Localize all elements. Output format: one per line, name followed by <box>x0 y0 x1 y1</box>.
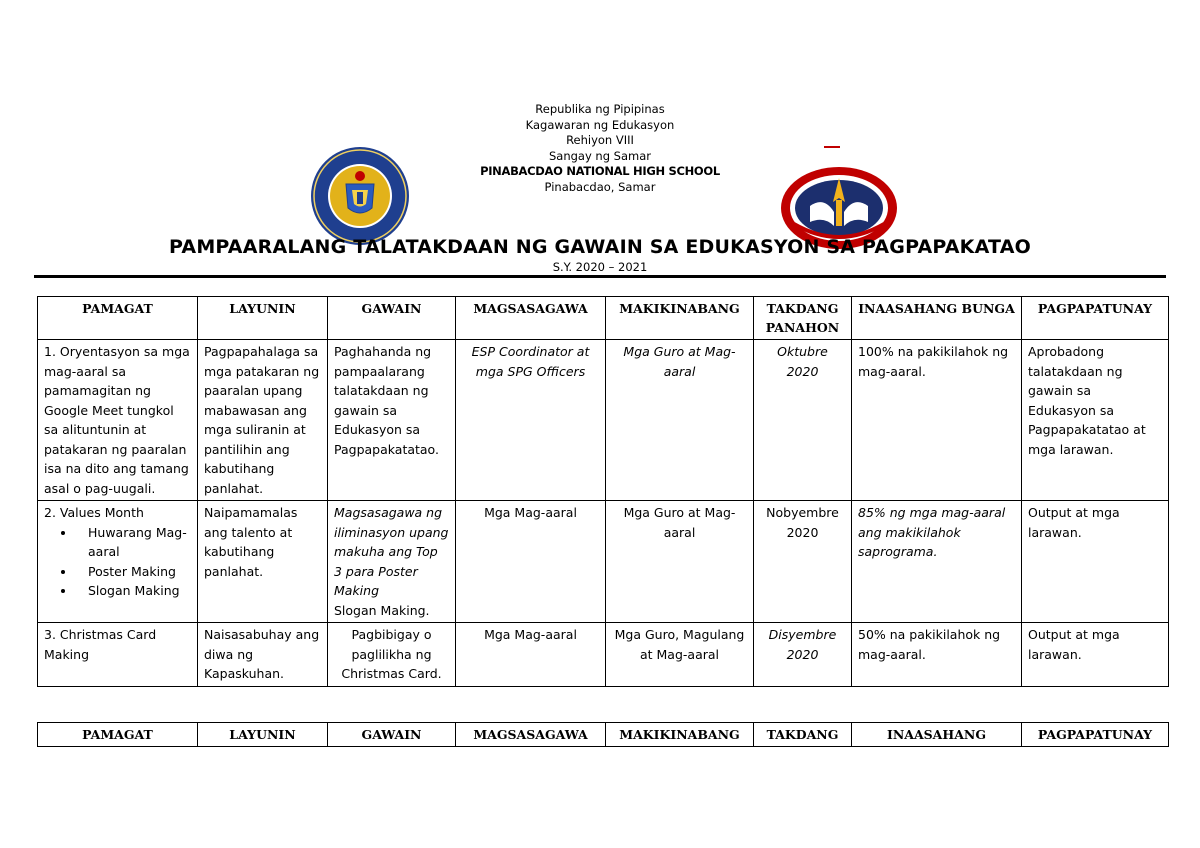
cell-gawain: Pagbibigay o paglilikha ng Christmas Card. <box>328 623 456 687</box>
repeated-header-table <box>37 722 1169 747</box>
col-inaasahang-bunga: INAASAHANG BUNGA <box>852 297 1022 340</box>
table-row <box>38 501 1169 623</box>
col-pamagat: PAMAGAT <box>38 297 198 340</box>
col-pamagat: PAMAGAT <box>38 723 198 747</box>
red-mark <box>824 146 840 148</box>
cell-layunin: Pagpapahalaga sa mga patakaran ng paaralan upang mabawasan ang mga suliranin at pantilihin ang kabutihang panlahat. <box>198 340 328 501</box>
col-pagpapatunay: PAGPAPATUNAY <box>1022 297 1169 340</box>
col-inaasahang: INAASAHANG <box>852 723 1022 747</box>
republic-line: Republika ng Pipipinas <box>535 102 665 116</box>
cell-magsasagawa: Mga Mag-aaral <box>456 623 606 687</box>
cell-makikinabang: Mga Guro at Mag-aaral <box>606 501 754 623</box>
cell-layunin: Naipamamalas ang talento at kabutihang panlahat. <box>198 501 328 623</box>
cell-takdang-panahon: Disyembre 2020 <box>754 623 852 687</box>
cell-layunin: Naisasabuhay ang diwa ng Kapaskuhan. <box>198 623 328 687</box>
cell-makikinabang: Mga Guro, Magulang at Mag-aaral <box>606 623 754 687</box>
table-header-row <box>38 723 1169 747</box>
cell-makikinabang: Mga Guro at Mag-aaral <box>606 340 754 501</box>
list-item: • Slogan Making <box>76 581 191 601</box>
gawain-extra-text: Slogan Making. <box>334 602 430 618</box>
schedule-table <box>37 296 1169 687</box>
gawain-italic-text: Magsasagawa ng iliminasyon upang makuha ang Top 3 para Poster Making <box>334 505 449 598</box>
col-takdang-panahon: TAKDANG PANAHON <box>754 297 852 340</box>
cell-pamagat <box>38 501 198 623</box>
cell-takdang-panahon: Oktubre 2020 <box>754 340 852 501</box>
values-month-list <box>44 523 191 601</box>
cell-pagpapatunay: Output at mga larawan. <box>1022 623 1169 687</box>
document-title: PAMPAARALANG TALATAKDAAN NG GAWAIN SA EDUKASYON SA PAGPAPAKATAO <box>169 236 1031 258</box>
school-year: S.Y. 2020 – 2021 <box>552 260 648 274</box>
cell-inaasahang-bunga: 50% na pakikilahok ng mag-aaral. <box>852 623 1022 687</box>
table-row <box>38 623 1169 687</box>
cell-gawain: Paghahanda ng pampaalarang talatakdaan ng gawain sa Edukasyon sa Pagpapakatatao. <box>328 340 456 501</box>
cell-inaasahang-bunga: 100% na pakikilahok ng mag-aaral. <box>852 340 1022 501</box>
cell-takdang-panahon: Nobyembre 2020 <box>754 501 852 623</box>
col-takdang: TAKDANG <box>754 723 852 747</box>
cell-magsasagawa: ESP Coordinator at mga SPG Officers <box>456 340 606 501</box>
col-makikinabang: MAKIKINABANG <box>606 723 754 747</box>
col-gawain: GAWAIN <box>328 723 456 747</box>
cell-gawain <box>328 501 456 623</box>
list-item: • Huwarang Mag-aaral <box>76 523 191 562</box>
cell-pagpapatunay: Aprobadong talatakdaan ng gawain sa Edukasyon sa Pagpapakatatao at mga larawan. <box>1022 340 1169 501</box>
col-magsasagawa: MAGSASAGAWA <box>456 297 606 340</box>
letterhead <box>0 102 1200 195</box>
col-layunin: LAYUNIN <box>198 723 328 747</box>
region-line: Rehiyon VIII <box>566 133 634 147</box>
values-month-label: 2. Values Month <box>44 505 144 520</box>
table-header-row <box>38 297 1169 340</box>
cell-inaasahang-bunga: 85% ng mga mag-aaral ang makikilahok saprograma. <box>852 501 1022 623</box>
division-line: Sangay ng Samar <box>548 148 651 163</box>
school-name: PINABACDAO NATIONAL HIGH SCHOOL <box>480 164 720 178</box>
col-gawain: GAWAIN <box>328 297 456 340</box>
cell-pamagat: 3. Christmas Card Making <box>38 623 198 687</box>
table-row <box>38 340 1169 501</box>
cell-magsasagawa: Mga Mag-aaral <box>456 501 606 623</box>
cell-pamagat: 1. Oryentasyon sa mga mag-aaral sa pamamagitan ng Google Meet tungkol sa alituntunin at patakaran ng paaralan isa na dito ang tamang asal o pag-uugali. <box>38 340 198 501</box>
list-item: • Poster Making <box>76 562 191 582</box>
col-pagpapatunay: PAGPAPATUNAY <box>1022 723 1169 747</box>
cell-pagpapatunay: Output at mga larawan. <box>1022 501 1169 623</box>
school-location: Pinabacdao, Samar <box>544 179 656 194</box>
department-line: Kagawaran ng Edukasyon <box>525 117 675 132</box>
title-divider <box>34 275 1166 278</box>
col-magsasagawa: MAGSASAGAWA <box>456 723 606 747</box>
col-makikinabang: MAKIKINABANG <box>606 297 754 340</box>
col-layunin: LAYUNIN <box>198 297 328 340</box>
